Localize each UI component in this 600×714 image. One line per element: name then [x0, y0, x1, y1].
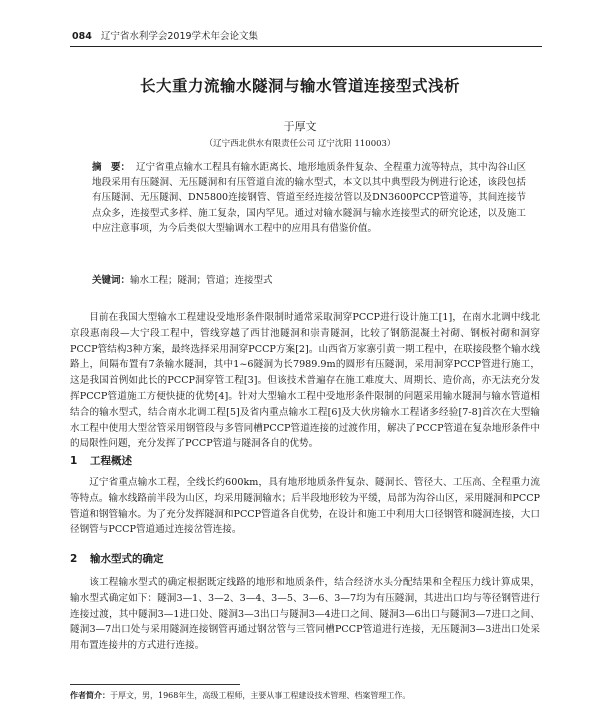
- abstract-text: 辽宁省重点输水工程具有输水距离长、地形地质条件复杂、全程重力流等特点，其中沟谷山区地段采用有压隧洞、无压隧洞和有压管道自流的输水型式，本文以其中典型段为例进行论述，该段包括有压隧洞、无压隧洞、DN5800连接钢管、管道至经连接岔管以及DN3600PCCP管道等，其间连接节点众多，连接型式多样、施工复杂，国内罕见。通过对输水隧洞与输水连接型式的研究论述，以及施工中应注意事项，为今后类似大型输调水工程中的应用具有借鉴价值。: [92, 162, 526, 234]
- header-divider: [70, 46, 542, 47]
- section-title: 工程概述: [90, 455, 132, 467]
- paper-title: 长大重力流输水隧洞与输水管道连接型式浅析: [139, 77, 460, 95]
- section-number: 1: [70, 455, 78, 467]
- section-title: 输水型式的确定: [90, 553, 164, 565]
- footnote-text: 于厚文，男，1968年生，高级工程师，主要从事工程建设技术管理、档案管理工作。: [110, 691, 411, 700]
- section-number: 2: [70, 553, 78, 565]
- footnote-divider: [70, 684, 240, 685]
- section-1-paragraph: 辽宁省重点输水工程，全线长约600km，具有地形地质条件复杂、隧洞长、管径大、工压高、全程重力流等特点。输水线路前半段为山区，均采用隧洞输水；后半段地形较为平缓，局部为沟谷山区，采用隧洞和PCCP管道和钢管输水。为了充分发挥隧洞和PCCP管道各自优势，在设计和施工中利用大口径钢管和隧洞连接，大口径钢管与PCCP管道通过连接岔管连接。: [70, 477, 540, 536]
- keywords: [92, 274, 526, 288]
- introduction-paragraph: 目前在我国大型输水工程建设受地形条件限制时通常采取洞穿PCCP进行设计施工[1]，在南水北调中线北京段惠南段—大宁段工程中，管线穿越了西甘池隧洞和崇青隧洞，比较了钢筋混凝土衬砌、钢板衬砌和洞穿PCCP管结构3种方案，最终选择采用洞穿PCCP方案[2]。山西省万家寨引黄一期工程中，在联接段整个输水线路上，间隔布置有7条输水隧洞，其中1~6隧洞为长7989.9m的圆形有压隧洞，采用洞穿PCCP管进行施工，这是我国首例如此长的PCCP洞穿管工程[3]。但该技术普遍存在施工难度大、周期长、造价高，亦无法充分发挥PCCP管道施工方便快捷的优势[4]。针对大型输水工程中受地形条件限制的问题采用输水隧洞与输水管道相结合的输水型式，结合南水北调工程[5]及省内重点输水工程[6]及大伙房输水工程诸多经验[7-8]首次在大型输水工程中使用大型岔管采用钢管段与多管同槽PCCP管道连接的过渡作用，解决了PCCP管道在复杂地形条件中的局限性问题，充分发挥了PCCP管道与隧洞各自的优势。: [70, 312, 540, 450]
- abstract-label: 摘 要：: [92, 162, 131, 173]
- keywords-text: 输水工程；隧洞；管道；连接型式: [130, 275, 273, 286]
- footnote-label: 作者简介：: [70, 691, 110, 700]
- section-2-paragraph: 该工程输水型式的确定根据既定线路的地形和地质条件，结合经济水头分配结果和全程压力线计算成果，输水型式确定如下：隧洞3—1、3—2、3—4、3—5、3—6、3—7均为有压隧洞，其进出口均与等径钢管进行连接过渡，其中隧洞3—1进口处、隧洞3—3出口与隧洞3—4进口之间、隧洞3—6出口与隧洞3—7进口之间、隧洞3—7出口处与采用隧洞连接钢管再通过钢岔管与三管同槽PCCP管道进行连接，无压隧洞3—3进出口处采用布置连接井的方式进行连接。: [70, 577, 540, 652]
- author-name: 于厚文: [283, 120, 317, 133]
- running-header: [72, 30, 540, 44]
- author-footnote: [70, 690, 540, 702]
- keywords-label: 关键词：: [92, 275, 131, 286]
- section-heading-1: [70, 454, 540, 468]
- journal-name: 辽宁省水利学会2019学术年会论文集: [100, 31, 259, 42]
- section-heading-2: [70, 552, 540, 566]
- abstract: [92, 160, 526, 236]
- page-number: 084: [72, 31, 92, 42]
- author-affiliation: （辽宁西北供水有限责任公司 辽宁沈阳 110003）: [204, 139, 396, 149]
